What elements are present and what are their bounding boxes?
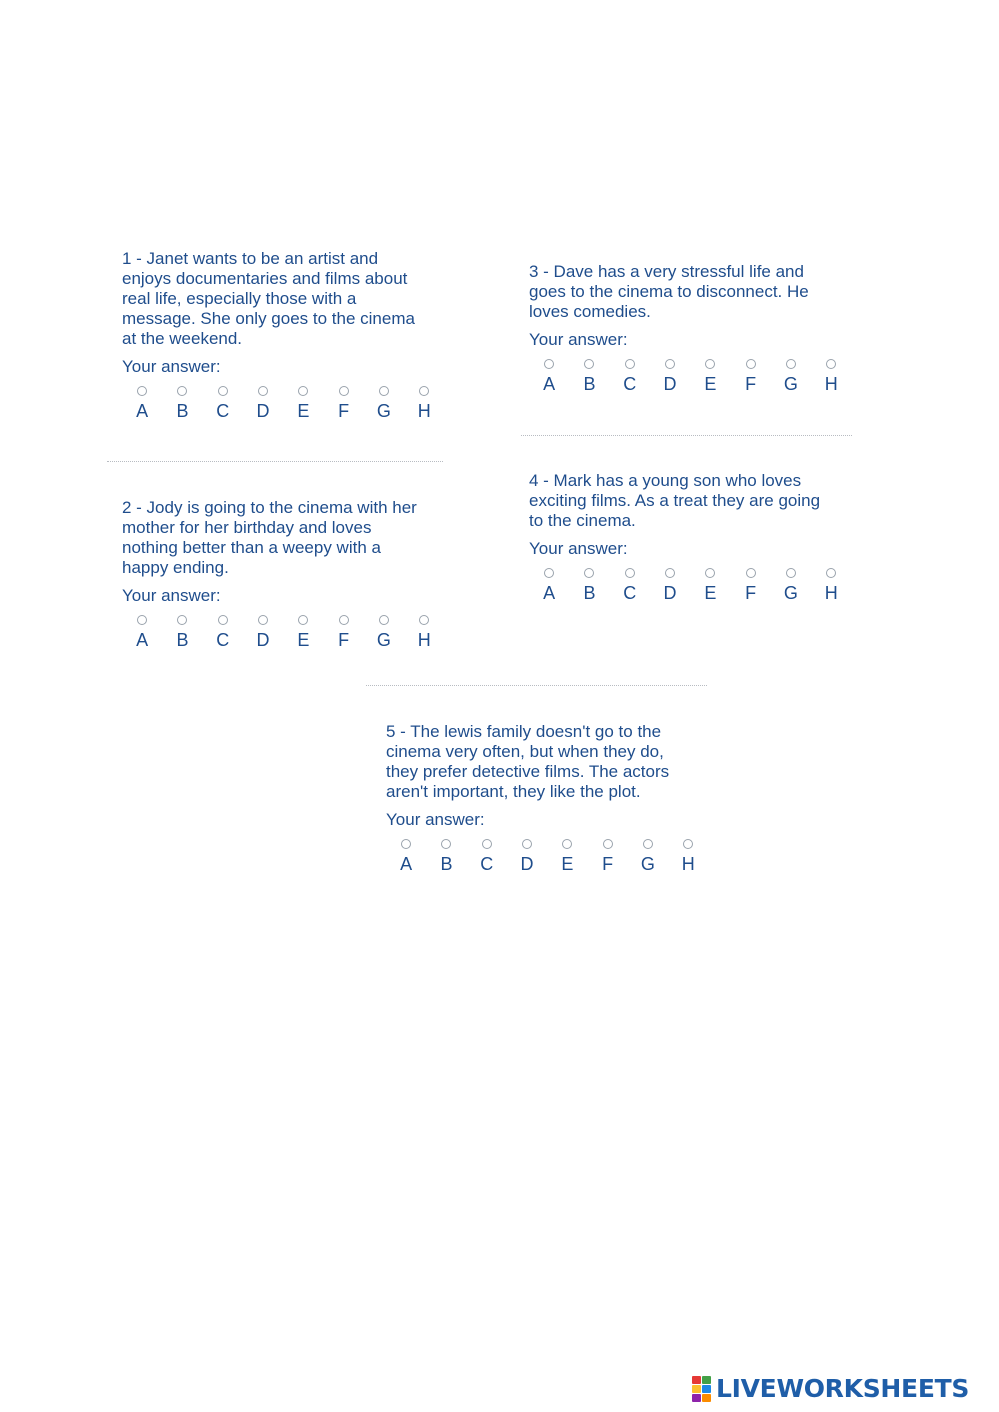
option-label: F: [745, 583, 757, 603]
option-label: G: [640, 854, 655, 874]
your-answer-label: Your answer:: [386, 810, 485, 829]
option-a[interactable]: [386, 839, 426, 874]
logo-block: [692, 1394, 701, 1402]
brand-name: LIVEWORKSHEETS: [716, 1374, 970, 1403]
option-b[interactable]: [162, 615, 202, 650]
radio-circle-icon[interactable]: [177, 615, 187, 625]
divider: [521, 435, 852, 436]
option-label: E: [704, 374, 717, 394]
radio-circle-icon[interactable]: [643, 839, 653, 849]
radio-circle-icon[interactable]: [826, 359, 836, 369]
radio-circle-icon[interactable]: [137, 615, 147, 625]
radio-circle-icon[interactable]: [298, 615, 308, 625]
option-e[interactable]: [547, 839, 587, 874]
option-b[interactable]: [569, 568, 609, 603]
option-e[interactable]: [283, 386, 323, 421]
option-label: C: [623, 374, 637, 394]
option-f[interactable]: [587, 839, 627, 874]
radio-circle-icon[interactable]: [137, 386, 147, 396]
your-answer-label: Your answer:: [529, 539, 628, 558]
option-c[interactable]: [610, 359, 650, 394]
option-a[interactable]: [122, 615, 162, 650]
radio-circle-icon[interactable]: [298, 386, 308, 396]
option-h[interactable]: [668, 839, 708, 874]
option-label: G: [376, 401, 391, 421]
radio-circle-icon[interactable]: [625, 568, 635, 578]
option-label: H: [824, 374, 838, 394]
option-label: E: [704, 583, 717, 603]
option-label: G: [783, 583, 798, 603]
option-label: C: [216, 401, 230, 421]
option-label: F: [338, 401, 350, 421]
option-c[interactable]: [203, 615, 243, 650]
option-g[interactable]: [771, 359, 811, 394]
option-h[interactable]: [811, 359, 851, 394]
option-h[interactable]: [811, 568, 851, 603]
option-d[interactable]: [650, 359, 690, 394]
option-d[interactable]: [243, 615, 283, 650]
option-label: D: [663, 374, 677, 394]
answer-options: [386, 839, 708, 874]
option-c[interactable]: [610, 568, 650, 603]
option-d[interactable]: [650, 568, 690, 603]
radio-circle-icon[interactable]: [665, 568, 675, 578]
option-label: H: [824, 583, 838, 603]
radio-circle-icon[interactable]: [544, 568, 554, 578]
option-label: C: [216, 630, 230, 650]
radio-circle-icon[interactable]: [419, 386, 429, 396]
option-g[interactable]: [364, 615, 404, 650]
your-answer-label: Your answer:: [122, 357, 221, 376]
option-g[interactable]: [628, 839, 668, 874]
option-label: E: [561, 854, 574, 874]
logo-block: [702, 1385, 711, 1393]
option-f[interactable]: [323, 386, 363, 421]
option-label: B: [176, 401, 189, 421]
option-b[interactable]: [426, 839, 466, 874]
radio-circle-icon[interactable]: [339, 386, 349, 396]
option-d[interactable]: [243, 386, 283, 421]
option-label: H: [417, 630, 431, 650]
option-label: D: [663, 583, 677, 603]
option-g[interactable]: [771, 568, 811, 603]
option-c[interactable]: [467, 839, 507, 874]
radio-circle-icon[interactable]: [258, 615, 268, 625]
radio-circle-icon[interactable]: [705, 359, 715, 369]
option-f[interactable]: [730, 568, 770, 603]
option-label: A: [136, 401, 149, 421]
option-label: A: [543, 583, 556, 603]
radio-circle-icon[interactable]: [177, 386, 187, 396]
option-d[interactable]: [507, 839, 547, 874]
option-label: F: [602, 854, 614, 874]
radio-circle-icon[interactable]: [584, 568, 594, 578]
radio-circle-icon[interactable]: [379, 615, 389, 625]
radio-circle-icon[interactable]: [665, 359, 675, 369]
logo-block: [702, 1376, 711, 1384]
question-4: [529, 471, 851, 603]
divider: [107, 461, 443, 462]
radio-circle-icon[interactable]: [603, 839, 613, 849]
radio-circle-icon[interactable]: [379, 386, 389, 396]
radio-circle-icon[interactable]: [746, 568, 756, 578]
logo-block: [702, 1394, 711, 1402]
option-a[interactable]: [529, 568, 569, 603]
radio-circle-icon[interactable]: [441, 839, 451, 849]
option-b[interactable]: [162, 386, 202, 421]
option-c[interactable]: [203, 386, 243, 421]
liveworksheets-logo-icon: [692, 1376, 712, 1402]
radio-circle-icon[interactable]: [705, 568, 715, 578]
radio-circle-icon[interactable]: [562, 839, 572, 849]
your-answer-label: Your answer:: [122, 586, 221, 605]
option-label: D: [256, 630, 270, 650]
option-f[interactable]: [730, 359, 770, 394]
radio-circle-icon[interactable]: [625, 359, 635, 369]
question-text: 1 - Janet wants to be an artist and enjoys documentaries and films about real life, especially those with a message. She only goes to the cinema at the weekend.: [122, 249, 415, 348]
option-label: E: [297, 401, 310, 421]
option-h[interactable]: [404, 386, 444, 421]
logo-block: [692, 1385, 701, 1393]
radio-circle-icon[interactable]: [482, 839, 492, 849]
radio-circle-icon[interactable]: [544, 359, 554, 369]
option-h[interactable]: [404, 615, 444, 650]
radio-circle-icon[interactable]: [258, 386, 268, 396]
question-text: 2 - Jody is going to the cinema with her mother for her birthday and loves nothing better than a weepy with a happy ending.: [122, 498, 417, 577]
option-label: F: [338, 630, 350, 650]
question-text: 4 - Mark has a young son who loves exciting films. As a treat they are going to the cinema.: [529, 471, 821, 530]
radio-circle-icon[interactable]: [401, 839, 411, 849]
option-a[interactable]: [529, 359, 569, 394]
option-label: H: [681, 854, 695, 874]
radio-circle-icon[interactable]: [786, 359, 796, 369]
option-label: D: [256, 401, 270, 421]
option-label: G: [783, 374, 798, 394]
question-text: 3 - Dave has a very stressful life and goes to the cinema to disconnect. He loves comedies.: [529, 262, 809, 321]
radio-circle-icon[interactable]: [218, 386, 228, 396]
liveworksheets-logo: [692, 1374, 969, 1403]
question-2: [122, 498, 444, 650]
option-e[interactable]: [690, 568, 730, 603]
logo-block: [692, 1376, 701, 1384]
option-g[interactable]: [364, 386, 404, 421]
radio-circle-icon[interactable]: [218, 615, 228, 625]
option-label: H: [417, 401, 431, 421]
option-label: A: [400, 854, 413, 874]
radio-circle-icon[interactable]: [584, 359, 594, 369]
option-label: C: [623, 583, 637, 603]
radio-circle-icon[interactable]: [826, 568, 836, 578]
option-a[interactable]: [122, 386, 162, 421]
option-e[interactable]: [283, 615, 323, 650]
option-e[interactable]: [690, 359, 730, 394]
radio-circle-icon[interactable]: [522, 839, 532, 849]
answer-options: [122, 386, 444, 421]
question-text: 5 - The lewis family doesn't go to the cinema very often, but when they do, they prefer detective films. The actors aren't important, they like the plot.: [386, 722, 670, 801]
answer-options: [529, 359, 851, 394]
option-label: A: [543, 374, 556, 394]
radio-circle-icon[interactable]: [339, 615, 349, 625]
option-label: E: [297, 630, 310, 650]
option-label: B: [176, 630, 189, 650]
radio-circle-icon[interactable]: [746, 359, 756, 369]
divider: [366, 685, 707, 686]
your-answer-label: Your answer:: [529, 330, 628, 349]
option-f[interactable]: [323, 615, 363, 650]
radio-circle-icon[interactable]: [786, 568, 796, 578]
radio-circle-icon[interactable]: [683, 839, 693, 849]
option-b[interactable]: [569, 359, 609, 394]
question-5: [386, 722, 708, 874]
option-label: B: [440, 854, 453, 874]
option-label: B: [583, 583, 596, 603]
radio-circle-icon[interactable]: [419, 615, 429, 625]
option-label: C: [480, 854, 494, 874]
option-label: A: [136, 630, 149, 650]
option-label: G: [376, 630, 391, 650]
answer-options: [529, 568, 851, 603]
question-3: [529, 262, 851, 394]
answer-options: [122, 615, 444, 650]
question-1: [122, 249, 444, 421]
option-label: D: [520, 854, 534, 874]
option-label: F: [745, 374, 757, 394]
option-label: B: [583, 374, 596, 394]
